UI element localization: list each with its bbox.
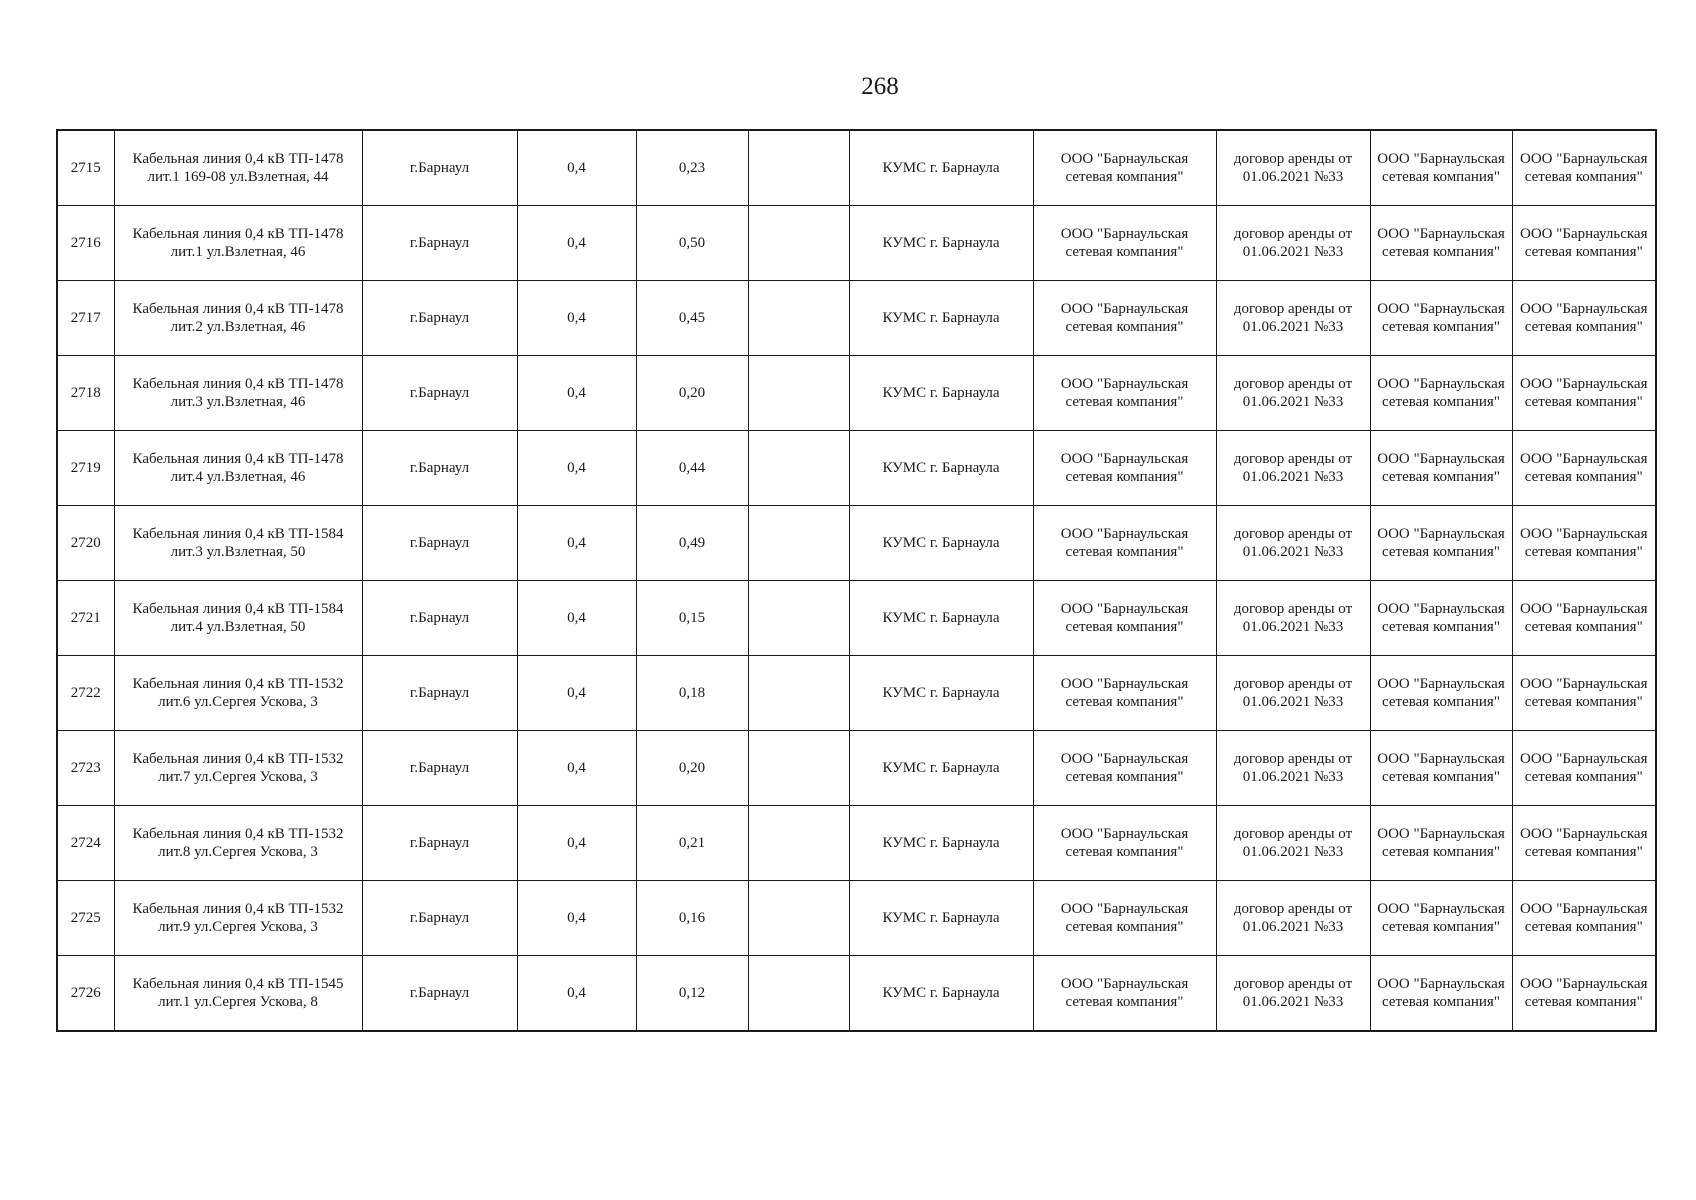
table-row [57, 206, 1656, 281]
cell-owner: КУМС г. Барнаула [849, 130, 1033, 206]
table-row [57, 656, 1656, 731]
cell-operator: ООО "Барнаульская сетевая компания" [1033, 806, 1216, 881]
cell-holder: ООО "Барнаульская сетевая компания" [1370, 581, 1512, 656]
cell-empty [748, 731, 849, 806]
cell-holder: ООО "Барнаульская сетевая компания" [1370, 956, 1512, 1032]
cell-operator: ООО "Барнаульская сетевая компания" [1033, 956, 1216, 1032]
cell-holder: ООО "Барнаульская сетевая компания" [1370, 806, 1512, 881]
cell-object-name: Кабельная линия 0,4 кВ ТП-1478 лит.3 ул.Взлетная, 46 [114, 356, 362, 431]
cell-number: 2717 [57, 281, 114, 356]
table-row [57, 356, 1656, 431]
cell-user: ООО "Барнаульская сетевая компания" [1512, 806, 1656, 881]
cell-length: 0,49 [636, 506, 748, 581]
table-row [57, 881, 1656, 956]
cell-user: ООО "Барнаульская сетевая компания" [1512, 130, 1656, 206]
cell-basis: договор аренды от 01.06.2021 №33 [1216, 581, 1370, 656]
cell-length: 0,21 [636, 806, 748, 881]
cell-owner: КУМС г. Барнаула [849, 731, 1033, 806]
cell-location: г.Барнаул [362, 731, 517, 806]
cell-empty [748, 806, 849, 881]
cell-user: ООО "Барнаульская сетевая компания" [1512, 206, 1656, 281]
cell-number: 2722 [57, 656, 114, 731]
cell-object-name: Кабельная линия 0,4 кВ ТП-1478 лит.1 169-08 ул.Взлетная, 44 [114, 130, 362, 206]
cell-number: 2719 [57, 431, 114, 506]
cell-location: г.Барнаул [362, 956, 517, 1032]
cell-basis: договор аренды от 01.06.2021 №33 [1216, 431, 1370, 506]
cell-object-name: Кабельная линия 0,4 кВ ТП-1478 лит.2 ул.Взлетная, 46 [114, 281, 362, 356]
table-row [57, 806, 1656, 881]
cell-length: 0,20 [636, 356, 748, 431]
cell-holder: ООО "Барнаульская сетевая компания" [1370, 206, 1512, 281]
cell-basis: договор аренды от 01.06.2021 №33 [1216, 130, 1370, 206]
cell-location: г.Барнаул [362, 281, 517, 356]
cell-object-name: Кабельная линия 0,4 кВ ТП-1532 лит.6 ул.Сергея Ускова, 3 [114, 656, 362, 731]
cell-length: 0,18 [636, 656, 748, 731]
cell-operator: ООО "Барнаульская сетевая компания" [1033, 281, 1216, 356]
cell-voltage: 0,4 [517, 356, 636, 431]
cell-empty [748, 431, 849, 506]
cell-voltage: 0,4 [517, 656, 636, 731]
cell-voltage: 0,4 [517, 806, 636, 881]
cell-basis: договор аренды от 01.06.2021 №33 [1216, 731, 1370, 806]
cell-user: ООО "Барнаульская сетевая компания" [1512, 731, 1656, 806]
cell-user: ООО "Барнаульская сетевая компания" [1512, 956, 1656, 1032]
cell-voltage: 0,4 [517, 956, 636, 1032]
cell-length: 0,15 [636, 581, 748, 656]
cell-object-name: Кабельная линия 0,4 кВ ТП-1532 лит.8 ул.Сергея Ускова, 3 [114, 806, 362, 881]
cell-holder: ООО "Барнаульская сетевая компания" [1370, 731, 1512, 806]
cell-empty [748, 506, 849, 581]
cell-holder: ООО "Барнаульская сетевая компания" [1370, 356, 1512, 431]
cell-location: г.Барнаул [362, 206, 517, 281]
cell-user: ООО "Барнаульская сетевая компания" [1512, 656, 1656, 731]
cell-owner: КУМС г. Барнаула [849, 581, 1033, 656]
cell-owner: КУМС г. Барнаула [849, 431, 1033, 506]
cell-owner: КУМС г. Барнаула [849, 206, 1033, 281]
cell-number: 2721 [57, 581, 114, 656]
cell-location: г.Барнаул [362, 581, 517, 656]
cell-basis: договор аренды от 01.06.2021 №33 [1216, 206, 1370, 281]
cell-number: 2715 [57, 130, 114, 206]
cell-holder: ООО "Барнаульская сетевая компания" [1370, 506, 1512, 581]
cell-holder: ООО "Барнаульская сетевая компания" [1370, 656, 1512, 731]
cell-location: г.Барнаул [362, 806, 517, 881]
cell-user: ООО "Барнаульская сетевая компания" [1512, 431, 1656, 506]
cell-length: 0,12 [636, 956, 748, 1032]
cell-length: 0,23 [636, 130, 748, 206]
cell-empty [748, 881, 849, 956]
cell-number: 2723 [57, 731, 114, 806]
cell-location: г.Барнаул [362, 130, 517, 206]
cell-basis: договор аренды от 01.06.2021 №33 [1216, 356, 1370, 431]
cell-owner: КУМС г. Барнаула [849, 806, 1033, 881]
cell-number: 2726 [57, 956, 114, 1032]
cell-user: ООО "Барнаульская сетевая компания" [1512, 581, 1656, 656]
cell-owner: КУМС г. Барнаула [849, 356, 1033, 431]
table-row [57, 581, 1656, 656]
cell-operator: ООО "Барнаульская сетевая компания" [1033, 506, 1216, 581]
table-row [57, 431, 1656, 506]
cell-length: 0,44 [636, 431, 748, 506]
cell-empty [748, 581, 849, 656]
cell-location: г.Барнаул [362, 431, 517, 506]
cell-owner: КУМС г. Барнаула [849, 281, 1033, 356]
table-row [57, 130, 1656, 206]
cell-empty [748, 206, 849, 281]
cell-user: ООО "Барнаульская сетевая компания" [1512, 356, 1656, 431]
cell-basis: договор аренды от 01.06.2021 №33 [1216, 956, 1370, 1032]
cell-empty [748, 956, 849, 1032]
cell-object-name: Кабельная линия 0,4 кВ ТП-1584 лит.4 ул.Взлетная, 50 [114, 581, 362, 656]
cell-holder: ООО "Барнаульская сетевая компания" [1370, 431, 1512, 506]
cell-operator: ООО "Барнаульская сетевая компания" [1033, 356, 1216, 431]
cell-number: 2725 [57, 881, 114, 956]
cell-number: 2720 [57, 506, 114, 581]
cell-voltage: 0,4 [517, 581, 636, 656]
cell-voltage: 0,4 [517, 881, 636, 956]
cell-empty [748, 656, 849, 731]
cell-operator: ООО "Барнаульская сетевая компания" [1033, 130, 1216, 206]
cell-empty [748, 356, 849, 431]
cell-voltage: 0,4 [517, 206, 636, 281]
cell-user: ООО "Барнаульская сетевая компания" [1512, 881, 1656, 956]
cell-voltage: 0,4 [517, 731, 636, 806]
cell-operator: ООО "Барнаульская сетевая компания" [1033, 206, 1216, 281]
cell-voltage: 0,4 [517, 431, 636, 506]
cell-object-name: Кабельная линия 0,4 кВ ТП-1532 лит.9 ул.Сергея Ускова, 3 [114, 881, 362, 956]
cell-object-name: Кабельная линия 0,4 кВ ТП-1532 лит.7 ул.Сергея Ускова, 3 [114, 731, 362, 806]
cell-empty [748, 281, 849, 356]
cell-location: г.Барнаул [362, 356, 517, 431]
cell-operator: ООО "Барнаульская сетевая компания" [1033, 731, 1216, 806]
cell-holder: ООО "Барнаульская сетевая компания" [1370, 881, 1512, 956]
cell-length: 0,16 [636, 881, 748, 956]
cell-owner: КУМС г. Барнаула [849, 656, 1033, 731]
cell-location: г.Барнаул [362, 656, 517, 731]
cell-voltage: 0,4 [517, 506, 636, 581]
cell-voltage: 0,4 [517, 281, 636, 356]
cell-owner: КУМС г. Барнаула [849, 506, 1033, 581]
cell-object-name: Кабельная линия 0,4 кВ ТП-1478 лит.1 ул.Взлетная, 46 [114, 206, 362, 281]
table-row [57, 281, 1656, 356]
cell-location: г.Барнаул [362, 506, 517, 581]
cell-basis: договор аренды от 01.06.2021 №33 [1216, 806, 1370, 881]
cell-owner: КУМС г. Барнаула [849, 881, 1033, 956]
cell-operator: ООО "Барнаульская сетевая компания" [1033, 581, 1216, 656]
table-body [57, 130, 1656, 1031]
cell-object-name: Кабельная линия 0,4 кВ ТП-1584 лит.3 ул.Взлетная, 50 [114, 506, 362, 581]
table-row [57, 956, 1656, 1032]
cell-length: 0,20 [636, 731, 748, 806]
cell-number: 2724 [57, 806, 114, 881]
page-number: 268 [861, 73, 899, 100]
cell-basis: договор аренды от 01.06.2021 №33 [1216, 506, 1370, 581]
cell-operator: ООО "Барнаульская сетевая компания" [1033, 431, 1216, 506]
cell-empty [748, 130, 849, 206]
cell-length: 0,50 [636, 206, 748, 281]
cell-basis: договор аренды от 01.06.2021 №33 [1216, 656, 1370, 731]
table-row [57, 731, 1656, 806]
cell-basis: договор аренды от 01.06.2021 №33 [1216, 881, 1370, 956]
cell-holder: ООО "Барнаульская сетевая компания" [1370, 281, 1512, 356]
cell-operator: ООО "Барнаульская сетевая компания" [1033, 656, 1216, 731]
cell-basis: договор аренды от 01.06.2021 №33 [1216, 281, 1370, 356]
cell-location: г.Барнаул [362, 881, 517, 956]
cell-user: ООО "Барнаульская сетевая компания" [1512, 281, 1656, 356]
cell-length: 0,45 [636, 281, 748, 356]
cell-voltage: 0,4 [517, 130, 636, 206]
cell-number: 2718 [57, 356, 114, 431]
registry-table [56, 129, 1657, 1032]
cell-operator: ООО "Барнаульская сетевая компания" [1033, 881, 1216, 956]
cell-number: 2716 [57, 206, 114, 281]
cell-holder: ООО "Барнаульская сетевая компания" [1370, 130, 1512, 206]
table-row [57, 506, 1656, 581]
cell-user: ООО "Барнаульская сетевая компания" [1512, 506, 1656, 581]
cell-owner: КУМС г. Барнаула [849, 956, 1033, 1032]
cell-object-name: Кабельная линия 0,4 кВ ТП-1478 лит.4 ул.Взлетная, 46 [114, 431, 362, 506]
cell-object-name: Кабельная линия 0,4 кВ ТП-1545 лит.1 ул.Сергея Ускова, 8 [114, 956, 362, 1032]
